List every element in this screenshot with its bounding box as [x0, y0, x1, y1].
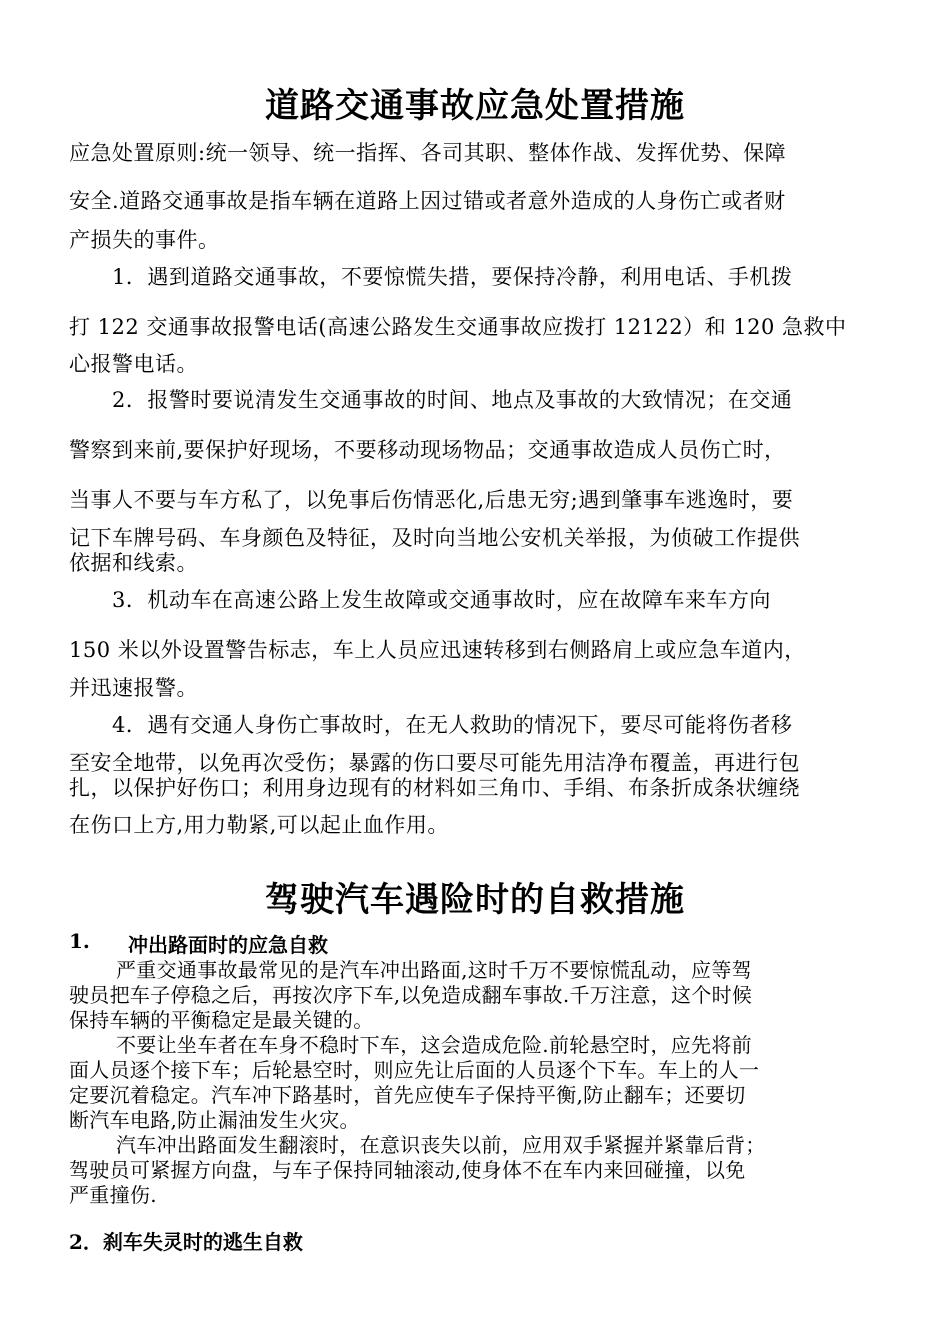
- heading-1-text: 冲出路面时的应急自救: [128, 933, 328, 957]
- paragraph-line: 产损失的事件。: [69, 228, 220, 252]
- paragraph-line: 严重交通事故最常见的是汽车冲出路面,这时千万不要惊慌乱动，应等驾: [116, 958, 752, 982]
- heading-1-number: 1.: [69, 929, 90, 953]
- paragraph-line: 定要沉着稳定。汽车冲下路基时，首先应使车子保持平衡,防止翻车；还要切: [69, 1083, 746, 1107]
- paragraph-line: 3．机动车在高速公路上发生故障或交通事故时，应在故障车来车方向: [112, 588, 771, 612]
- paragraph-line: 汽车冲出路面发生翻滚时，在意识丧失以前，应用双手紧握并紧靠后背；: [116, 1133, 766, 1157]
- paragraph-line: 应急处置原则:统一领导、统一指挥、各司其职、整体作战、发挥优势、保障: [69, 141, 787, 165]
- paragraph-line: 在伤口上方,用力勒紧,可以起止血作用。: [69, 813, 449, 837]
- paragraph-line: 依据和线索。: [69, 551, 198, 575]
- paragraph-line: 至安全地带，以免再次受伤；暴露的伤口要尽可能先用洁净布覆盖，再进行包: [69, 751, 800, 775]
- paragraph-line: 心报警电话。: [69, 352, 198, 376]
- paragraph-line: 驶员把车子停稳之后，再按次序下车,以免造成翻车事故.千万注意，这个时候: [69, 983, 753, 1007]
- paragraph-line: 150 米以外设置警告标志，车上人员应迅速转移到右侧路肩上或应急车道内，: [69, 638, 806, 662]
- paragraph-line: 警察到来前,要保护好现场，不要移动现场物品；交通事故造成人员伤亡时，: [69, 438, 786, 462]
- paragraph-line: 并迅速报警。: [69, 676, 198, 700]
- paragraph-line: 安全.道路交通事故是指车辆在道路上因过错或者意外造成的人身伤亡或者财: [69, 189, 786, 213]
- paragraph-line: 2．报警时要说清发生交通事故的时间、地点及事故的大致情况；在交通: [112, 388, 793, 412]
- paragraph-line: 面人员逐个接下车；后轮悬空时，则应先让后面的人员逐个下车。车上的人一: [69, 1058, 760, 1082]
- paragraph-line: 1．遇到道路交通事故，不要惊慌失措，要保持冷静，利用电话、手机拨: [112, 265, 793, 289]
- section2-title: 驾驶汽车遇险时的自救措施: [265, 880, 685, 920]
- paragraph-line: 驾驶员可紧握方向盘，与车子保持同轴滚动,使身体不在车内来回碰撞，以免: [69, 1158, 746, 1182]
- paragraph-line: 保持车辆的平衡稳定是最关键的。: [69, 1008, 374, 1032]
- paragraph-line: 扎，以保护好伤口；利用身边现有的材料如三角巾、手绢、布条折成条状缠绕: [69, 776, 800, 800]
- paragraph-line: 打 122 交通事故报警电话(高速公路发生交通事故应拨打 12122）和 120 急救中: [69, 315, 847, 339]
- paragraph-line: 严重撞伤.: [69, 1183, 157, 1207]
- paragraph-line: 不要让坐车者在车身不稳时下车，这会造成危险.前轮悬空时，应先将前: [116, 1033, 752, 1057]
- paragraph-line: 断汽车电路,防止漏油发生火灾。: [69, 1108, 360, 1132]
- section1-title: 道路交通事故应急处置措施: [265, 86, 685, 126]
- heading-2: 2．刹车失灵时的逃生自救: [69, 1230, 303, 1254]
- paragraph-line: 4．遇有交通人身伤亡事故时，在无人救助的情况下，要尽可能将伤者移: [112, 713, 793, 737]
- paragraph-line: 当事人不要与车方私了，以免事后伤情恶化,后患无穷;遇到肇事车逃逸时，要: [69, 488, 794, 512]
- paragraph-line: 记下车牌号码、车身颜色及特征，及时向当地公安机关举报，为侦破工作提供: [69, 526, 800, 550]
